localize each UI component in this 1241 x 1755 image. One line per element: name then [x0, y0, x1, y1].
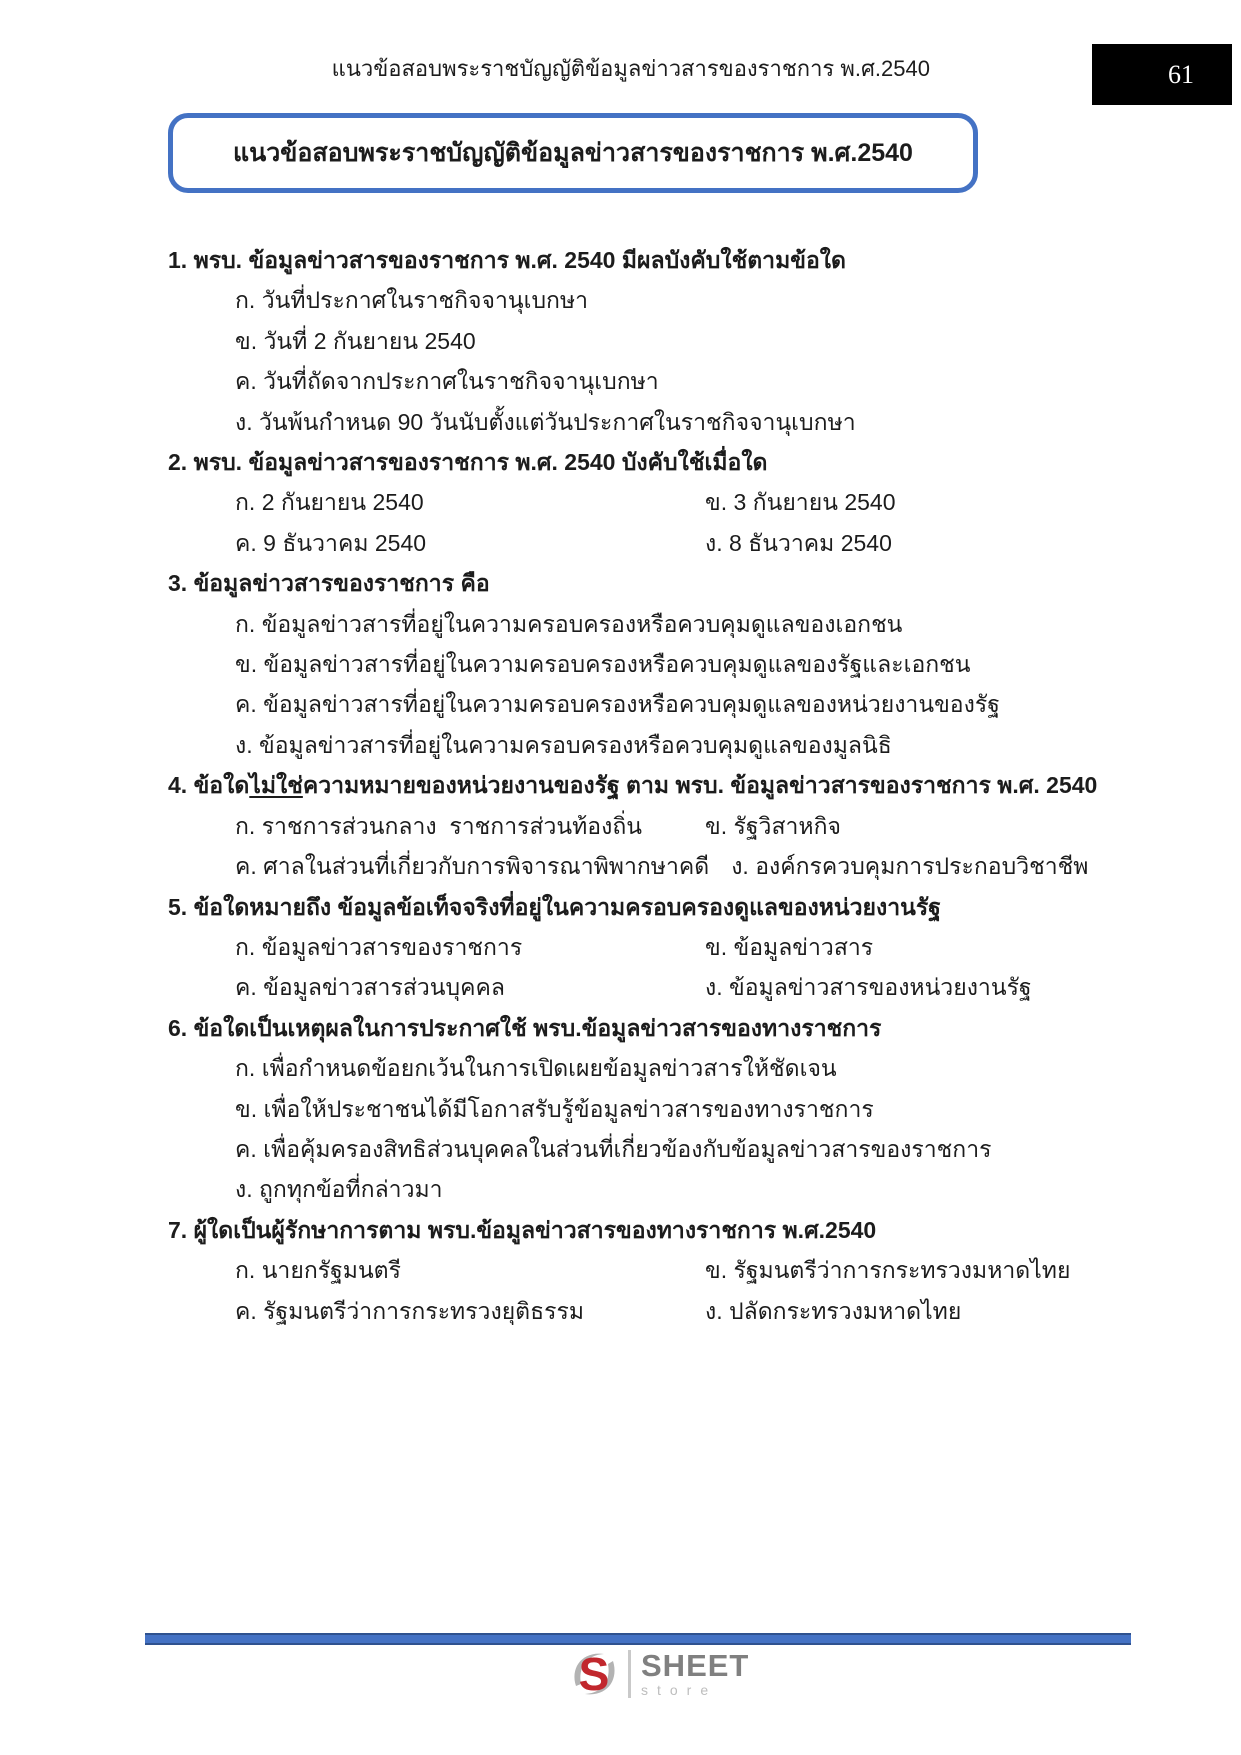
choice-d: ง. ถูกทุกข้อที่กล่าวมา — [235, 1176, 443, 1203]
page-number-badge — [1092, 44, 1232, 105]
choice-a: ก. 2 กันยายน 2540 — [235, 489, 424, 516]
choice-row — [168, 967, 1113, 1007]
logo-divider — [628, 1650, 631, 1698]
question-5 — [168, 887, 1113, 1008]
question-3 — [168, 563, 1113, 765]
choice-c: ค. รัฐมนตรีว่าการกระทรวงยุติธรรม — [235, 1297, 585, 1324]
choice-a: ก. นายกรัฐมนตรี — [235, 1257, 401, 1284]
question-6 — [168, 1008, 1113, 1210]
sheet-logo-icon — [566, 1646, 622, 1702]
choice-d: ง. ข้อมูลข่าวสารของหน่วยงานรัฐ — [705, 974, 1032, 1001]
document-title: แนวข้อสอบพระราชบัญญัติข้อมูลข่าวสารของราชการ พ.ศ.2540 — [233, 139, 913, 167]
choice-row — [168, 846, 1113, 886]
logo-text — [641, 1647, 750, 1698]
question-heading: 7. ผู้ใดเป็นผู้รักษาการตาม พรบ.ข้อมูลข่าวสารของทางราชการ พ.ศ.2540 — [168, 1216, 877, 1243]
choice-c: ค. วันที่ถัดจากประกาศในราชกิจจานุเบกษา — [235, 368, 659, 395]
heading-post: ความหมายของหน่วยงานของรัฐ ตาม พรบ. ข้อมูลข่าวสารของราชการ พ.ศ. 2540 — [302, 772, 1098, 799]
choice-a: ก. เพื่อกำหนดข้อยกเว้นในการเปิดเผยข้อมูลข่าวสารให้ชัดเจน — [235, 1055, 837, 1082]
question-4 — [168, 765, 1113, 886]
choice-row — [168, 1250, 1113, 1290]
choice-c: ค. เพื่อคุ้มครองสิทธิส่วนบุคคลในส่วนที่เกี่ยวข้องกับข้อมูลข่าวสารของราชการ — [235, 1135, 992, 1162]
question-2 — [168, 442, 1113, 563]
choice-row — [168, 482, 1113, 522]
choice-c: ค. ข้อมูลข่าวสารที่อยู่ในความครอบครองหรือควบคุมดูแลของหน่วยงานของรัฐ — [235, 691, 1000, 718]
question-7 — [168, 1210, 1113, 1331]
question-heading: 3. ข้อมูลข่าวสารของราชการ คือ — [168, 570, 490, 597]
choice-d: ง. วันพ้นกำหนด 90 วันนับตั้งแต่วันประกาศในราชกิจจานุเบกษา — [235, 408, 856, 435]
choice-d: ง. 8 ธันวาคม 2540 — [705, 529, 892, 556]
choice-b: ข. รัฐมนตรีว่าการกระทรวงมหาดไทย — [705, 1257, 1071, 1284]
footer-divider — [145, 1633, 1131, 1645]
choice-d: ง. องค์กรควบคุมการประกอบวิชาชีพ — [731, 853, 1089, 880]
choice-row — [168, 927, 1113, 967]
choice-b: ข. 3 กันยายน 2540 — [705, 489, 896, 516]
question-heading: 5. ข้อใดหมายถึง ข้อมูลข้อเท็จจริงที่อยู่ในความครอบครองดูแลของหน่วยงานรัฐ — [168, 893, 941, 920]
choice-a: ก. วันที่ประกาศในราชกิจจานุเบกษา — [235, 287, 589, 314]
document-title-box — [168, 113, 978, 193]
questions-list — [168, 240, 1113, 1331]
choice-a: ก. ข้อมูลข่าวสารของราชการ — [235, 933, 523, 960]
choice-b: ข. รัฐวิสาหกิจ — [705, 812, 841, 839]
choice-a: ก. ราชการส่วนกลาง ราชการส่วนท้องถิ่น — [235, 812, 643, 839]
choice-row — [168, 523, 1113, 563]
choice-b: ข. วันที่ 2 กันยายน 2540 — [235, 327, 476, 354]
choice-row — [168, 806, 1113, 846]
question-heading — [168, 765, 1113, 805]
page-number: 61 — [1168, 59, 1194, 89]
choice-b: ข. ข้อมูลข่าวสาร — [705, 933, 874, 960]
question-heading: 6. ข้อใดเป็นเหตุผลในการประกาศใช้ พรบ.ข้อมูลข่าวสารของทางราชการ — [168, 1014, 882, 1041]
choice-d: ง. ปลัดกระทรวงมหาดไทย — [705, 1297, 962, 1324]
choice-row — [168, 1291, 1113, 1331]
choice-b: ข. ข้อมูลข่าวสารที่อยู่ในความครอบครองหรือควบคุมดูแลของรัฐและเอกชน — [235, 651, 971, 678]
choice-d: ง. ข้อมูลข่าวสารที่อยู่ในความครอบครองหรือควบคุมดูแลของมูลนิธิ — [235, 731, 892, 758]
logo-brand: SHEET — [641, 1647, 750, 1683]
choice-c: ค. ศาลในส่วนที่เกี่ยวกับการพิจารณาพิพากษาคดี — [235, 853, 710, 880]
choice-c: ค. 9 ธันวาคม 2540 — [235, 529, 427, 556]
logo-letter: S — [578, 1648, 610, 1700]
question-heading: 2. พรบ. ข้อมูลข่าวสารของราชการ พ.ศ. 2540 บังคับใช้เมื่อใด — [168, 449, 768, 476]
heading-pre: 4. ข้อใด — [168, 772, 250, 799]
question-heading: 1. พรบ. ข้อมูลข่าวสารของราชการ พ.ศ. 2540 มีผลบังคับใช้ตามข้อใด — [168, 247, 846, 273]
sheet-store-logo — [566, 1646, 749, 1702]
logo-subtitle: store — [641, 1681, 718, 1698]
heading-underlined-word: ไม่ใช่ — [249, 772, 303, 799]
choice-c: ค. ข้อมูลข่าวสารส่วนบุคคล — [235, 974, 505, 1001]
choice-a: ก. ข้อมูลข่าวสารที่อยู่ในความครอบครองหรือควบคุมดูแลของเอกชน — [235, 610, 903, 637]
question-1 — [168, 240, 1113, 442]
choice-b: ข. เพื่อให้ประชาชนได้มีโอกาสรับรู้ข้อมูลข่าวสารของทางราชการ — [235, 1095, 874, 1122]
running-header-title: แนวข้อสอบพระราชบัญญัติข้อมูลข่าวสารของราชการ พ.ศ.2540 — [331, 56, 930, 81]
